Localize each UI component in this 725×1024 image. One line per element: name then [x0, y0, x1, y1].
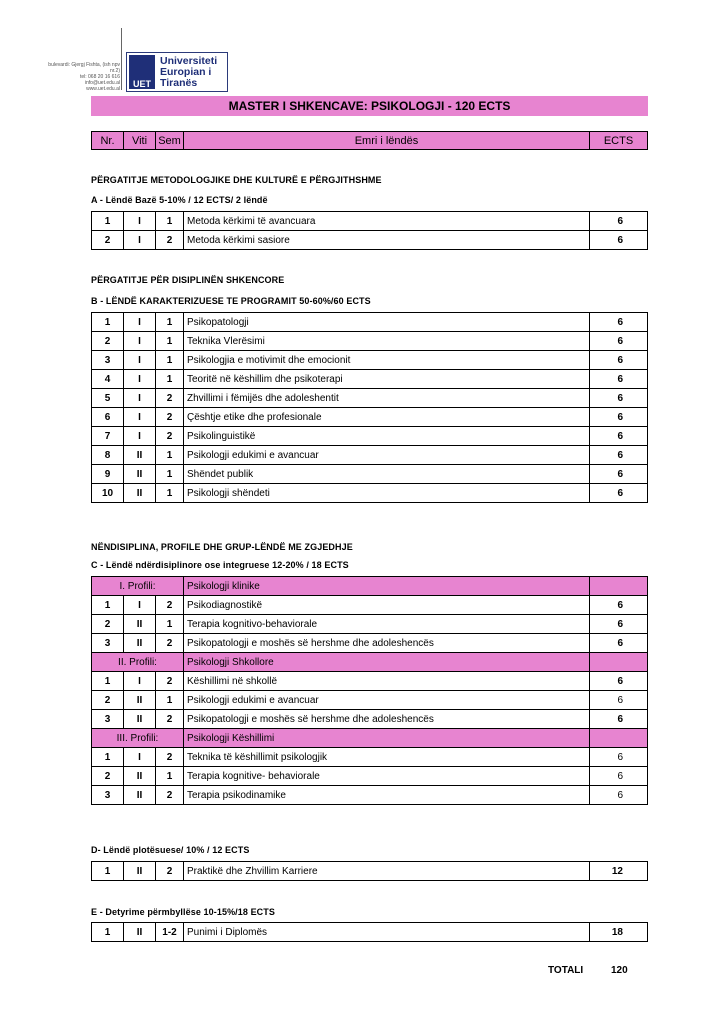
- row-number: 3: [92, 634, 124, 653]
- course-name: Çështje etike dhe profesionale: [184, 408, 590, 427]
- course-name: Metoda kërkimi të avancuara: [184, 212, 590, 231]
- course-name: Psikolinguistikë: [184, 427, 590, 446]
- row-number: 7: [92, 427, 124, 446]
- row-number: 1: [92, 923, 124, 942]
- row-semester: 1: [156, 446, 184, 465]
- section-c-heading: C - Lëndë ndërdisiplinore ose integruese 12-20% / 18 ECTS: [91, 560, 349, 570]
- course-ects: 6: [590, 672, 648, 691]
- row-year: II: [124, 465, 156, 484]
- address-block: [40, 62, 120, 92]
- course-ects: 6: [590, 748, 648, 767]
- course-name: Psikologji edukimi e avancuar: [184, 446, 590, 465]
- row-number: 8: [92, 446, 124, 465]
- profile-header-row: [92, 653, 648, 672]
- row-year: II: [124, 767, 156, 786]
- row-semester: 1: [156, 212, 184, 231]
- row-semester: 1: [156, 351, 184, 370]
- course-ects: 6: [590, 691, 648, 710]
- course-ects: 6: [590, 212, 648, 231]
- row-number: 2: [92, 332, 124, 351]
- row-number: 1: [92, 212, 124, 231]
- row-number: 2: [92, 767, 124, 786]
- row-number: 4: [92, 370, 124, 389]
- section-b-heading: B - LËNDË KARAKTERIZUESE TE PROGRAMIT 50-60%/60 ECTS: [91, 296, 371, 306]
- row-year: II: [124, 484, 156, 503]
- course-ects: 6: [590, 231, 648, 250]
- logo-line: Europian i: [160, 65, 212, 78]
- table-row: [92, 786, 648, 805]
- website-line: www.uet.edu.al: [86, 86, 120, 92]
- row-number: 10: [92, 484, 124, 503]
- row-semester: 1: [156, 465, 184, 484]
- email-line: info@uet.edu.al: [84, 80, 120, 86]
- table-row: [92, 484, 648, 503]
- row-number: 1: [92, 862, 124, 881]
- course-ects: 6: [590, 427, 648, 446]
- row-year: I: [124, 748, 156, 767]
- course-name: Praktikë dhe Zhvillim Karriere: [184, 862, 590, 881]
- column-header-ects: ECTS: [603, 134, 634, 147]
- row-number: 3: [92, 351, 124, 370]
- table-row: [92, 691, 648, 710]
- row-semester: 1: [156, 767, 184, 786]
- course-name: Psikodiagnostikë: [184, 596, 590, 615]
- table-row: [92, 370, 648, 389]
- profile-ects-blank: [590, 653, 648, 672]
- table-row: [92, 313, 648, 332]
- row-semester: 2: [156, 672, 184, 691]
- row-number: 3: [92, 710, 124, 729]
- row-semester: 1: [156, 370, 184, 389]
- row-year: II: [124, 615, 156, 634]
- row-semester: 1: [156, 332, 184, 351]
- course-ects: 6: [590, 615, 648, 634]
- profile-name: Psikologji Shkollore: [184, 653, 590, 672]
- course-name: Zhvillimi i fëmijës dhe adoleshentit: [184, 389, 590, 408]
- phone-line: tel: 068 20 16 616: [79, 74, 120, 80]
- row-year: I: [124, 332, 156, 351]
- column-header-row: [91, 131, 648, 150]
- row-number: 3: [92, 786, 124, 805]
- row-semester: 2: [156, 596, 184, 615]
- row-semester: 2: [156, 786, 184, 805]
- course-ects: 6: [590, 465, 648, 484]
- course-name: Psikopatologji: [184, 313, 590, 332]
- course-ects: 6: [590, 596, 648, 615]
- table-c: [91, 576, 648, 805]
- course-name: Teknika Vlerësimi: [184, 332, 590, 351]
- profile-label: II. Profili:: [92, 653, 184, 672]
- section-d-heading: D- Lëndë plotësuese/ 10% / 12 ECTS: [91, 845, 250, 855]
- row-year: II: [124, 446, 156, 465]
- table-row: [92, 596, 648, 615]
- row-number: 1: [92, 596, 124, 615]
- logo-text: [157, 56, 217, 89]
- row-year: I: [124, 212, 156, 231]
- row-year: I: [124, 231, 156, 250]
- course-name: Këshillimi në shkollë: [184, 672, 590, 691]
- table-row: [92, 672, 648, 691]
- table-b: [91, 312, 648, 503]
- course-name: Shëndet publik: [184, 465, 590, 484]
- profile-ects-blank: [590, 729, 648, 748]
- course-ects: 18: [590, 923, 648, 942]
- course-ects: 12: [590, 862, 648, 881]
- course-name: Terapia kognitivo-behaviorale: [184, 615, 590, 634]
- table-row: [92, 351, 648, 370]
- row-number: 1: [92, 313, 124, 332]
- table-row: [92, 923, 648, 942]
- header-divider: [121, 28, 122, 90]
- course-name: Terapia psikodinamike: [184, 786, 590, 805]
- course-ects: 6: [590, 351, 648, 370]
- row-number: 9: [92, 465, 124, 484]
- row-year: II: [124, 923, 156, 942]
- row-number: 5: [92, 389, 124, 408]
- section-heading-discipline: PËRGATITJE PËR DISIPLINËN SHKENCORE: [91, 275, 285, 285]
- row-year: I: [124, 596, 156, 615]
- total-label: TOTALI: [548, 965, 584, 976]
- section-heading-general: PËRGATITJE METODOLOGJIKE DHE KULTURË E PËRGJITHSHME: [91, 175, 382, 185]
- course-name: Psikopatologji e moshës së hershme dhe adoleshencës: [184, 634, 590, 653]
- row-year: I: [124, 389, 156, 408]
- course-ects: 6: [590, 484, 648, 503]
- section-heading-subdisciplines: NËNDISIPLINA, PROFILE DHE GRUP-LËNDË ME ZGJEDHJE: [91, 542, 353, 552]
- row-semester: 1: [156, 615, 184, 634]
- course-name: Psikologji edukimi e avancuar: [184, 691, 590, 710]
- row-number: 2: [92, 691, 124, 710]
- page-title: MASTER I SHKENCAVE: PSIKOLOGJI - 120 ECTS: [91, 96, 648, 116]
- row-year: II: [124, 786, 156, 805]
- row-year: II: [124, 710, 156, 729]
- table-row: [92, 231, 648, 250]
- course-ects: 6: [590, 634, 648, 653]
- logo-line: Tiranës: [160, 76, 198, 89]
- section-e-heading: E - Detyrime përmbyllëse 10-15%/18 ECTS: [91, 907, 275, 917]
- logo-mark-icon: UET: [129, 55, 155, 89]
- university-logo: [126, 52, 228, 92]
- course-ects: 6: [590, 710, 648, 729]
- course-ects: 6: [590, 389, 648, 408]
- course-ects: 6: [590, 332, 648, 351]
- table-row: [92, 710, 648, 729]
- row-semester: 2: [156, 389, 184, 408]
- table-row: [92, 634, 648, 653]
- row-semester: 1: [156, 691, 184, 710]
- row-year: I: [124, 351, 156, 370]
- table-d: [91, 861, 648, 881]
- course-name: Psikologjia e motivimit dhe emocionit: [184, 351, 590, 370]
- row-year: I: [124, 672, 156, 691]
- row-number: 2: [92, 231, 124, 250]
- table-a: [91, 211, 648, 250]
- table-row: [92, 389, 648, 408]
- row-year: I: [124, 313, 156, 332]
- profile-name: Psikologji klinike: [184, 577, 590, 596]
- row-semester: 2: [156, 408, 184, 427]
- profile-header-row: [92, 577, 648, 596]
- table-row: [92, 767, 648, 786]
- table-row: [92, 465, 648, 484]
- row-semester: 2: [156, 862, 184, 881]
- section-a-heading: A - Lëndë Bazë 5-10% / 12 ECTS/ 2 lëndë: [91, 195, 268, 205]
- row-semester: 2: [156, 634, 184, 653]
- row-year: II: [124, 691, 156, 710]
- row-semester: 2: [156, 748, 184, 767]
- profile-label: III. Profili:: [92, 729, 184, 748]
- table-row: [92, 408, 648, 427]
- column-header-viti: Viti: [124, 132, 156, 149]
- row-semester: 2: [156, 231, 184, 250]
- profile-label: I. Profili:: [92, 577, 184, 596]
- course-ects: 6: [590, 370, 648, 389]
- course-ects: 6: [590, 767, 648, 786]
- row-semester: 1: [156, 313, 184, 332]
- column-header-sem: Sem: [156, 132, 184, 149]
- row-semester: 1-2: [156, 923, 184, 942]
- course-ects: 6: [590, 408, 648, 427]
- course-ects: 6: [590, 786, 648, 805]
- row-number: 1: [92, 748, 124, 767]
- row-semester: 2: [156, 427, 184, 446]
- course-name: Terapia kognitive- behaviorale: [184, 767, 590, 786]
- course-ects: 6: [590, 313, 648, 332]
- logo-line: Universiteti: [160, 54, 218, 67]
- row-year: I: [124, 370, 156, 389]
- table-e: [91, 922, 648, 942]
- table-row: [92, 332, 648, 351]
- course-name: Teoritë në këshillim dhe psikoterapi: [184, 370, 590, 389]
- row-semester: 1: [156, 484, 184, 503]
- total-value: 120: [611, 965, 628, 976]
- table-row: [92, 748, 648, 767]
- table-row: [92, 446, 648, 465]
- row-number: 6: [92, 408, 124, 427]
- course-name: Psikopatologji e moshës së hershme dhe adoleshencës: [184, 710, 590, 729]
- table-row: [92, 212, 648, 231]
- table-row: [92, 427, 648, 446]
- profile-ects-blank: [590, 577, 648, 596]
- table-row: [92, 862, 648, 881]
- row-semester: 2: [156, 710, 184, 729]
- column-header-name: Emri i lëndës: [184, 132, 590, 149]
- course-ects: 6: [590, 446, 648, 465]
- course-name: Teknika të këshillimit psikologjik: [184, 748, 590, 767]
- row-year: I: [124, 408, 156, 427]
- row-number: 1: [92, 672, 124, 691]
- column-header-nr: Nr.: [92, 132, 124, 149]
- table-row: [92, 615, 648, 634]
- profile-name: Psikologji Këshillimi: [184, 729, 590, 748]
- address-line: bulevardi: Gjergj Fishta, (ish npv nr.2): [48, 62, 120, 74]
- row-year: I: [124, 427, 156, 446]
- row-number: 2: [92, 615, 124, 634]
- row-year: II: [124, 634, 156, 653]
- course-name: Psikologji shëndeti: [184, 484, 590, 503]
- course-name: Punimi i Diplomës: [184, 923, 590, 942]
- profile-header-row: [92, 729, 648, 748]
- row-year: II: [124, 862, 156, 881]
- course-name: Metoda kërkimi sasiore: [184, 231, 590, 250]
